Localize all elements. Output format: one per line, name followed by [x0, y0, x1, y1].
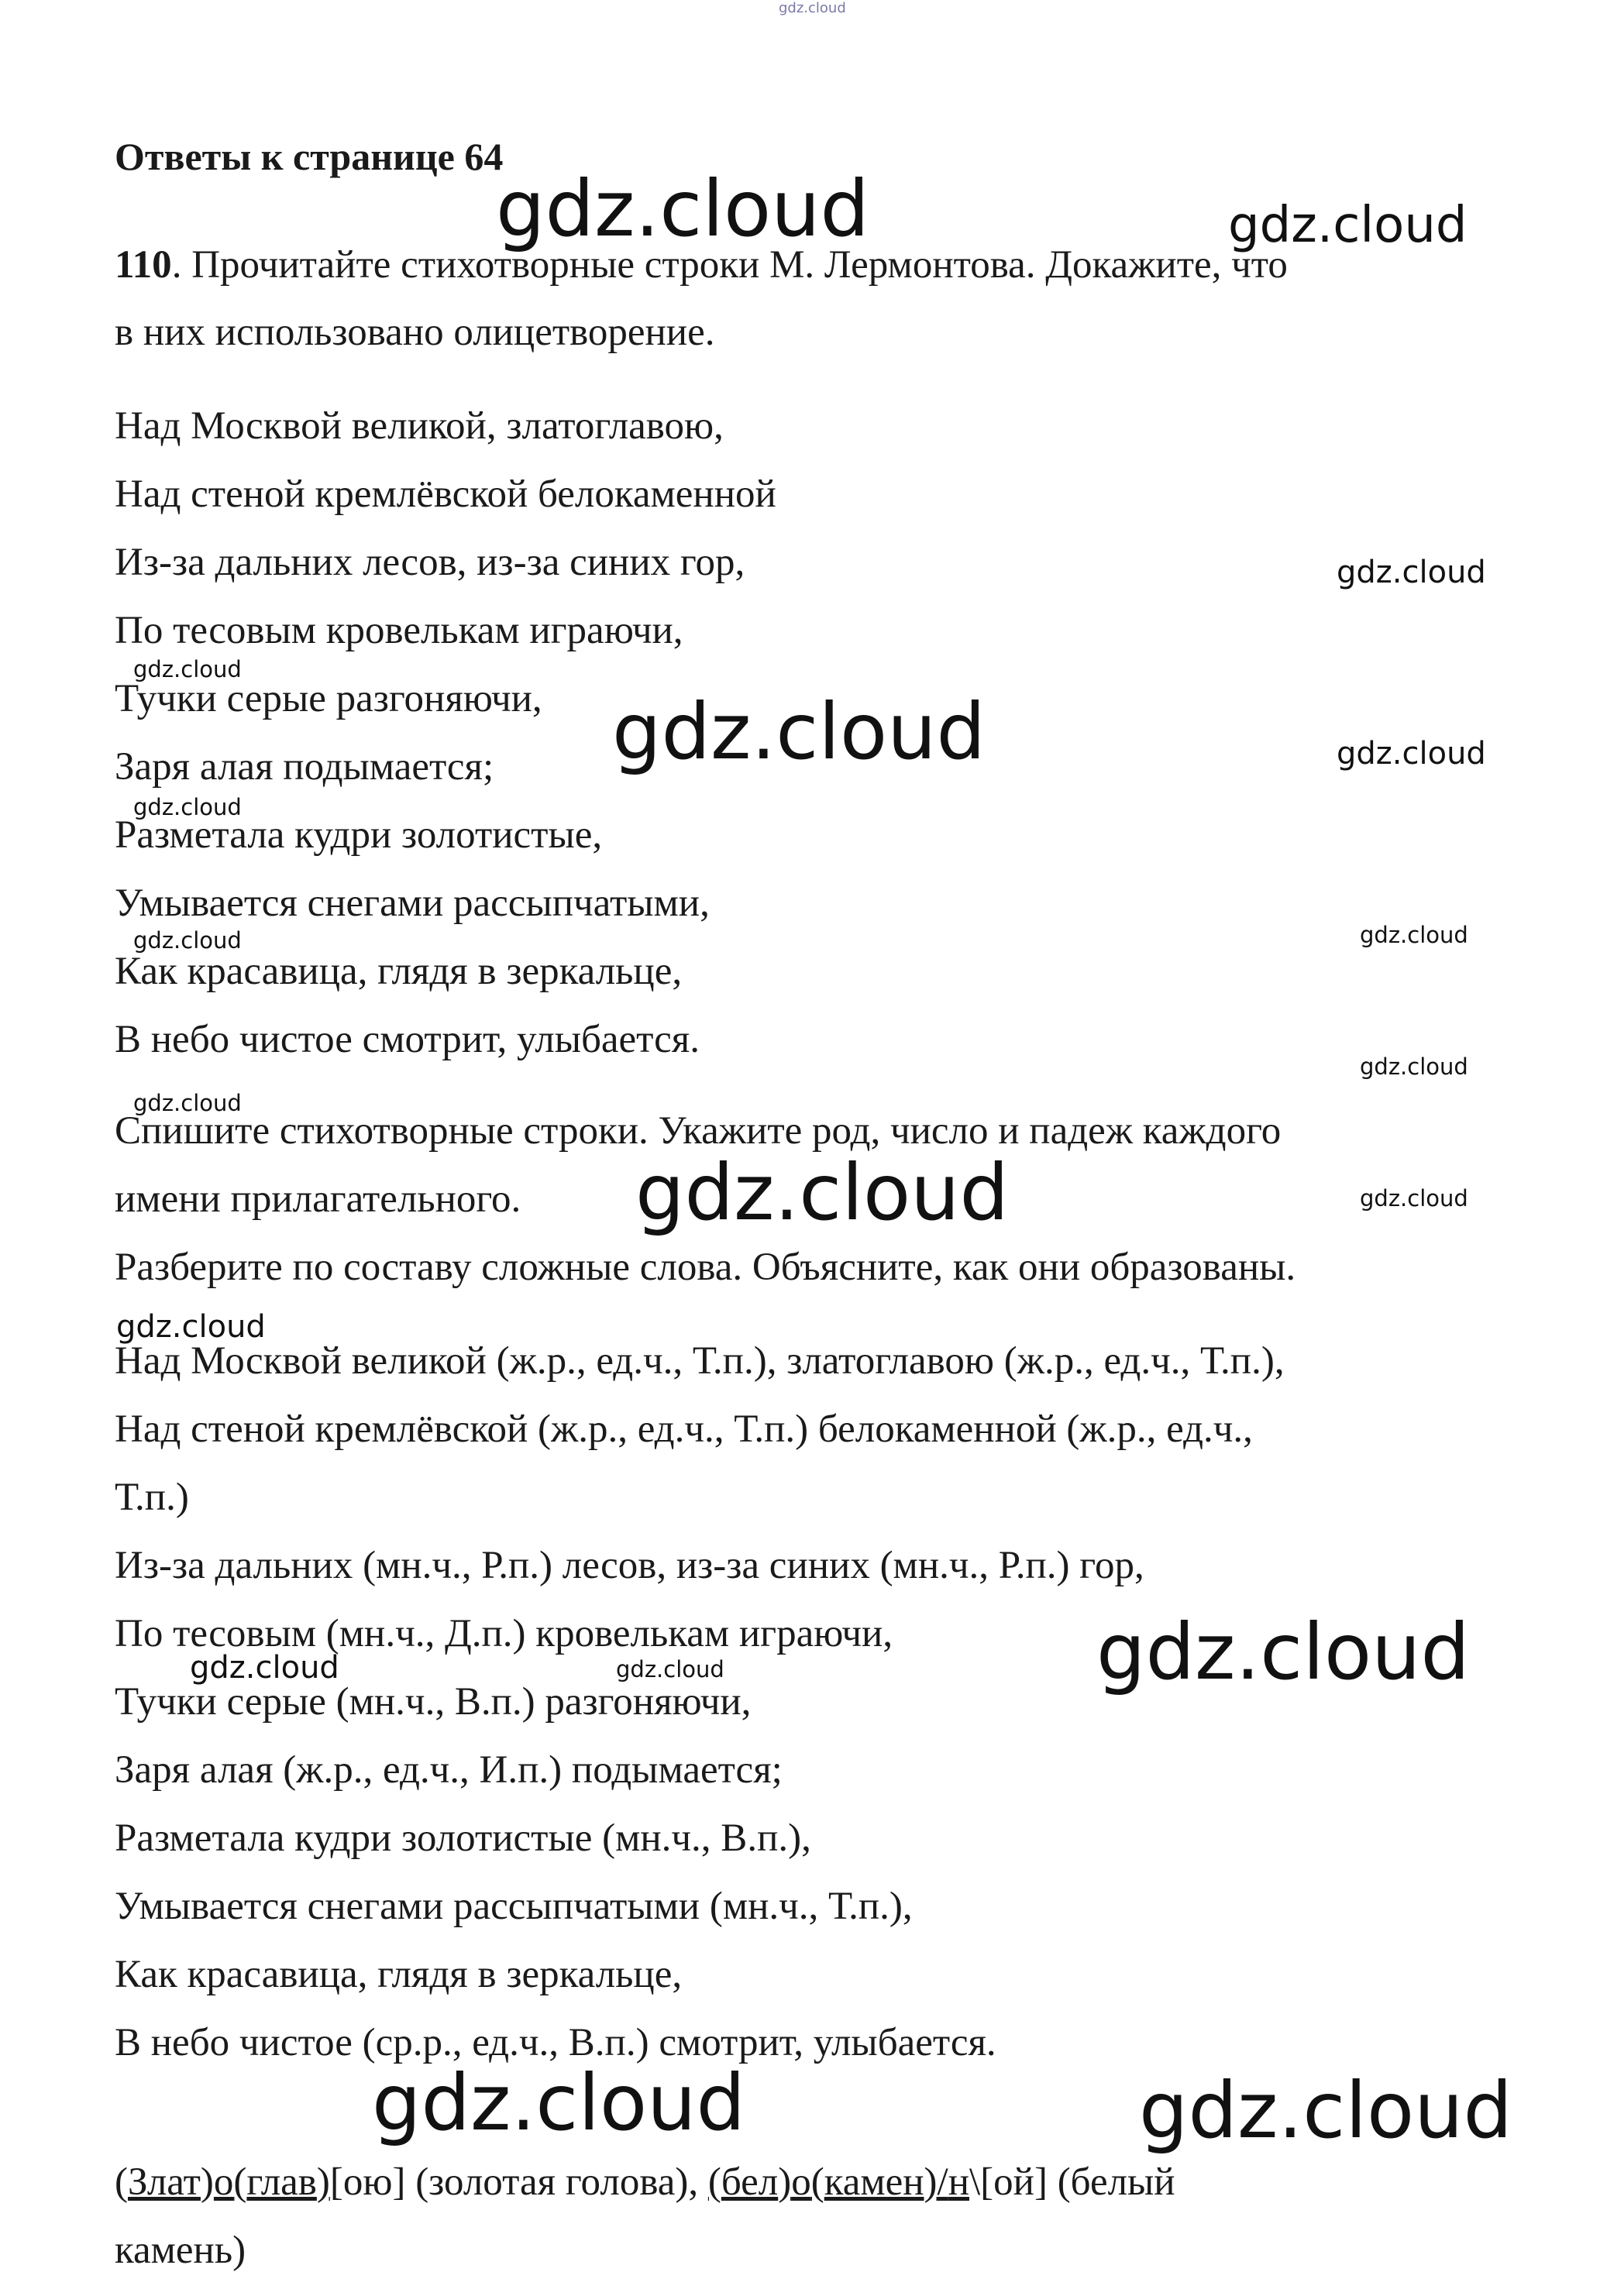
watermark: gdz.cloud	[1360, 1053, 1468, 1080]
page-title: Ответы к странице 64	[115, 135, 504, 178]
morpheme-ending: ой	[993, 2160, 1034, 2204]
watermark: gdz.cloud	[1096, 1607, 1471, 1697]
watermark: gdz.cloud	[1337, 736, 1486, 772]
answer-line: Заря алая (ж.р., ед.ч., И.п.) подымается;	[115, 1748, 783, 1792]
morpheme-suffix: /	[937, 2160, 948, 2204]
morpheme-suffix: \	[969, 2160, 981, 2204]
watermark: gdz.cloud	[190, 1650, 339, 1686]
answer-line: По тесовым (мн.ч., Д.п.) кровелькам играючи,	[115, 1612, 893, 1655]
task-text: . Прочитайте стихотворные строки М. Лермонтова. Докажите, что	[171, 243, 1288, 287]
watermark: gdz.cloud	[133, 927, 242, 954]
morpheme-connecting-vowel: о	[791, 2160, 811, 2204]
morpheme-root: )	[924, 2160, 938, 2204]
morphology-gloss: (белый	[1047, 2160, 1175, 2204]
watermark: gdz.cloud	[1360, 1185, 1468, 1212]
morpheme-root: Злат	[127, 2160, 201, 2204]
poem-line: По тесовым кровелькам играючи,	[115, 609, 683, 652]
answer-line: Т.п.)	[115, 1476, 189, 1519]
instruction-line: Спишите стихотворные строки. Укажите род, число и падеж каждого	[115, 1109, 1282, 1153]
morpheme-root: (	[115, 2160, 128, 2204]
morpheme-root: (	[707, 2160, 721, 2204]
morpheme-ending: [	[329, 2160, 343, 2204]
answer-line: Как красавица, глядя в зеркальце,	[115, 1953, 683, 1996]
watermark: gdz.cloud	[635, 1147, 1010, 1238]
poem-line: Над Москвой великой, златоглавою,	[115, 404, 724, 448]
watermark: gdz.cloud	[612, 686, 986, 777]
instruction-line: Разберите по составу сложные слова. Объясните, как они образованы.	[115, 1246, 1296, 1289]
answer-line: Над стеной кремлёвской (ж.р., ед.ч., Т.п.) белокаменной (ж.р., ед.ч.,	[115, 1408, 1253, 1451]
watermark: gdz.cloud	[1360, 922, 1468, 948]
watermark: gdz.cloud	[133, 656, 242, 682]
poem-line: Заря алая подымается;	[115, 745, 494, 789]
morpheme-root: )	[200, 2160, 214, 2204]
task-text-line-1	[115, 242, 1288, 288]
watermark-top: gdz.cloud	[779, 0, 846, 16]
morpheme-connecting-vowel: о	[213, 2160, 234, 2204]
watermark: gdz.cloud	[1337, 555, 1486, 590]
morpheme-root: бел	[721, 2160, 779, 2204]
answer-line: Тучки серые (мн.ч., В.п.) разгоняючи,	[115, 1680, 752, 1724]
watermark: gdz.cloud	[133, 1090, 242, 1116]
task-number: 110	[115, 243, 172, 287]
morphology-gloss: (золотая голова),	[405, 2160, 708, 2204]
morpheme-root: (	[810, 2160, 824, 2204]
morpheme-root: глав	[246, 2160, 317, 2204]
morpheme-root: (	[233, 2160, 247, 2204]
morpheme-root: камен	[824, 2160, 924, 2204]
morpheme-ending: ]	[392, 2160, 406, 2204]
answer-line: Из-за дальних (мн.ч., Р.п.) лесов, из-за синих (мн.ч., Р.п.) гор,	[115, 1544, 1144, 1587]
morphology-line-2: камень)	[115, 2229, 246, 2272]
morpheme-root: )	[778, 2160, 792, 2204]
morphology-line-1	[115, 2159, 1175, 2205]
morpheme-ending: ]	[1034, 2160, 1048, 2204]
poem-line: Умывается снегами рассыпчатыми,	[115, 882, 710, 925]
poem-line: Разметала кудри золотистые,	[115, 813, 603, 857]
poem-line: Как красавица, глядя в зеркальце,	[115, 950, 683, 993]
morpheme-ending: ою	[342, 2160, 393, 2204]
answer-line: В небо чистое (ср.р., ед.ч., В.п.) смотрит, улыбается.	[115, 2021, 996, 2064]
watermark: gdz.cloud	[1139, 2065, 1513, 2156]
watermark: gdz.cloud	[1228, 197, 1468, 254]
poem-line: В небо чистое смотрит, улыбается.	[115, 1018, 700, 1061]
answer-line: Над Москвой великой (ж.р., ед.ч., Т.п.), златоглавою (ж.р., ед.ч., Т.п.),	[115, 1339, 1285, 1383]
morpheme-suffix: н	[948, 2160, 969, 2204]
poem-line: Над стеной кремлёвской белокаменной	[115, 473, 776, 516]
watermark: gdz.cloud	[133, 794, 242, 820]
morpheme-root: )	[316, 2160, 330, 2204]
watermark: gdz.cloud	[116, 1309, 266, 1345]
answer-line: Умывается снегами рассыпчатыми (мн.ч., Т.п.),	[115, 1885, 913, 1928]
poem-line: Тучки серые разгоняючи,	[115, 677, 542, 720]
morpheme-ending: [	[980, 2160, 994, 2204]
poem-line: Из-за дальних лесов, из-за синих гор,	[115, 541, 745, 584]
answer-line: Разметала кудри золотистые (мн.ч., В.п.),	[115, 1817, 811, 1860]
watermark: gdz.cloud	[372, 2057, 746, 2148]
watermark: gdz.cloud	[616, 1656, 724, 1682]
watermark: gdz.cloud	[496, 163, 870, 254]
task-text-line-2: в них использовано олицетворение.	[115, 311, 715, 354]
instruction-line: имени прилагательного.	[115, 1177, 521, 1221]
